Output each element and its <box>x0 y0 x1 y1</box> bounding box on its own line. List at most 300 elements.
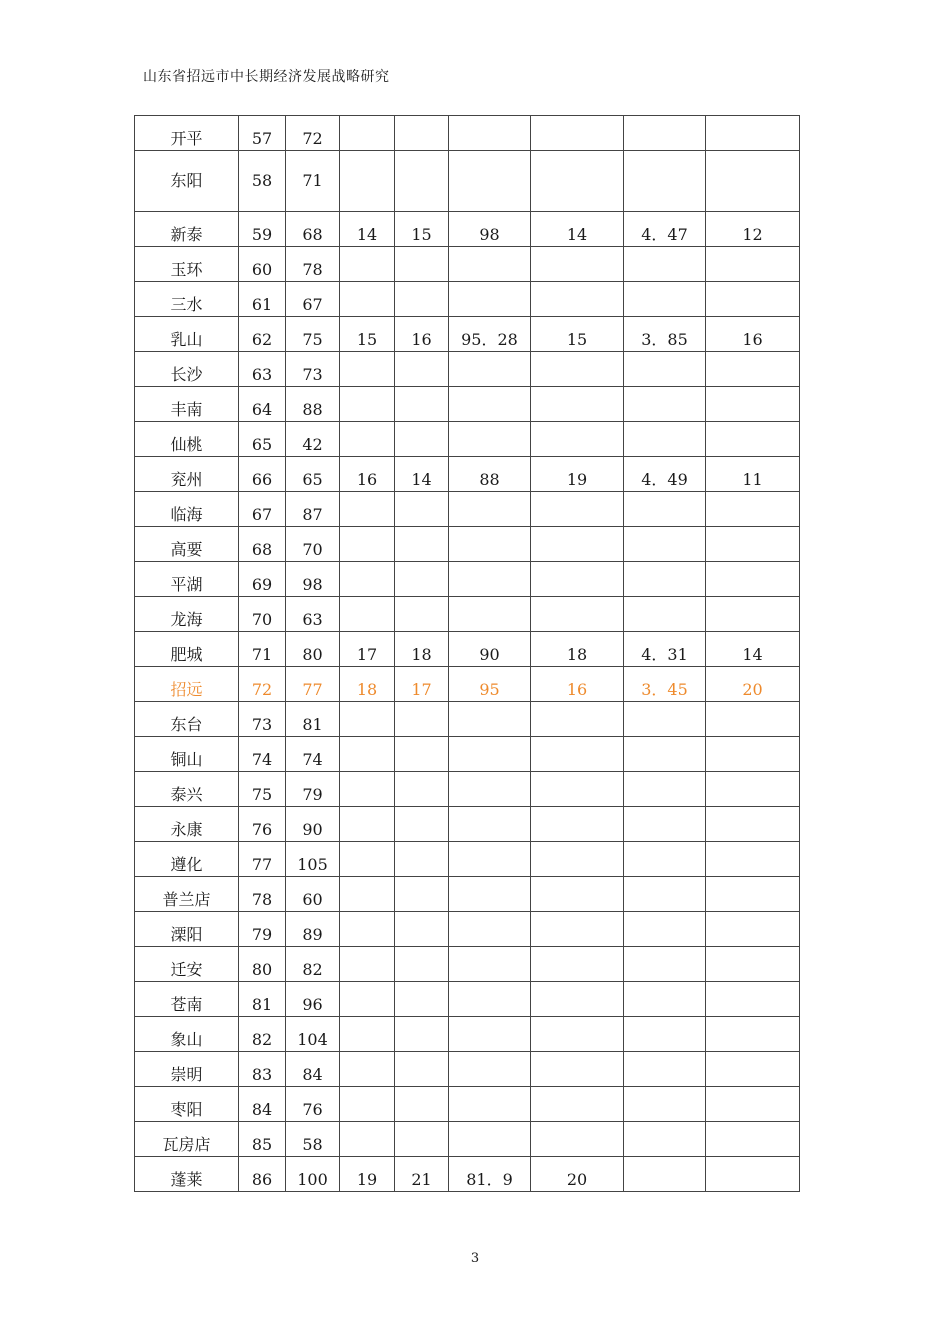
value-cell <box>449 947 531 982</box>
value-cell <box>531 387 624 422</box>
city-name-cell: 高要 <box>135 527 239 562</box>
value-cell: 17 <box>395 667 449 702</box>
value-cell: 20 <box>706 667 800 702</box>
city-name-cell: 溧阳 <box>135 912 239 947</box>
value-cell <box>706 982 800 1017</box>
value-cell <box>624 387 706 422</box>
value-cell: 20 <box>531 1157 624 1192</box>
table-row <box>135 597 800 632</box>
value-cell: 67 <box>286 282 340 317</box>
city-name-cell: 苍南 <box>135 982 239 1017</box>
value-cell <box>340 842 395 877</box>
rank-cell: 62 <box>239 317 286 352</box>
rank-cell: 63 <box>239 352 286 387</box>
value-cell <box>449 247 531 282</box>
city-ranking-table <box>134 115 800 1192</box>
table-row <box>135 1157 800 1192</box>
value-cell: 90 <box>449 632 531 667</box>
value-cell: 14 <box>340 212 395 247</box>
table-row <box>135 702 800 737</box>
value-cell: 19 <box>531 457 624 492</box>
value-cell <box>531 877 624 912</box>
value-cell <box>340 737 395 772</box>
value-cell <box>531 492 624 527</box>
city-name-cell: 瓦房店 <box>135 1122 239 1157</box>
rank-cell: 71 <box>239 632 286 667</box>
value-cell <box>340 527 395 562</box>
value-cell <box>449 116 531 151</box>
value-cell <box>531 982 624 1017</box>
value-cell <box>395 912 449 947</box>
value-cell: 95 <box>449 667 531 702</box>
value-cell <box>395 772 449 807</box>
value-cell <box>449 527 531 562</box>
value-cell <box>395 1052 449 1087</box>
value-cell: 98 <box>449 212 531 247</box>
value-cell <box>624 597 706 632</box>
value-cell <box>449 912 531 947</box>
value-cell: 90 <box>286 807 340 842</box>
value-cell <box>449 422 531 457</box>
value-cell: 74 <box>286 737 340 772</box>
value-cell <box>706 1017 800 1052</box>
value-cell: 18 <box>340 667 395 702</box>
value-cell <box>624 1017 706 1052</box>
value-cell <box>706 527 800 562</box>
value-cell <box>706 1052 800 1087</box>
table-row <box>135 1122 800 1157</box>
value-cell <box>395 737 449 772</box>
value-cell <box>449 807 531 842</box>
value-cell: 11 <box>706 457 800 492</box>
value-cell <box>706 737 800 772</box>
value-cell <box>531 842 624 877</box>
city-name-cell: 遵化 <box>135 842 239 877</box>
value-cell <box>395 116 449 151</box>
page-header-title: 山东省招远市中长期经济发展战略研究 <box>143 69 390 85</box>
value-cell <box>624 1122 706 1157</box>
value-cell <box>531 247 624 282</box>
value-cell <box>706 282 800 317</box>
city-name-cell: 象山 <box>135 1017 239 1052</box>
table-row <box>135 352 800 387</box>
value-cell: 98 <box>286 562 340 597</box>
value-cell: 58 <box>286 1122 340 1157</box>
value-cell: 87 <box>286 492 340 527</box>
value-cell: 77 <box>286 667 340 702</box>
value-cell: 88 <box>286 387 340 422</box>
city-name-cell: 临海 <box>135 492 239 527</box>
value-cell <box>449 1017 531 1052</box>
value-cell: 21 <box>395 1157 449 1192</box>
value-cell: 76 <box>286 1087 340 1122</box>
rank-cell: 57 <box>239 116 286 151</box>
value-cell <box>340 877 395 912</box>
rank-cell: 86 <box>239 1157 286 1192</box>
value-cell <box>395 492 449 527</box>
value-cell <box>531 807 624 842</box>
table-row <box>135 387 800 422</box>
value-cell: 105 <box>286 842 340 877</box>
value-cell <box>449 1122 531 1157</box>
value-cell <box>531 562 624 597</box>
rank-cell: 66 <box>239 457 286 492</box>
value-cell <box>531 1052 624 1087</box>
rank-cell: 78 <box>239 877 286 912</box>
table-row <box>135 842 800 877</box>
value-cell <box>706 422 800 457</box>
value-cell <box>340 247 395 282</box>
city-name-cell: 三水 <box>135 282 239 317</box>
value-cell <box>531 702 624 737</box>
value-cell <box>706 247 800 282</box>
value-cell <box>340 1087 395 1122</box>
table-row <box>135 912 800 947</box>
value-cell: 19 <box>340 1157 395 1192</box>
rank-cell: 69 <box>239 562 286 597</box>
value-cell: 63 <box>286 597 340 632</box>
value-cell <box>624 1052 706 1087</box>
table-row <box>135 772 800 807</box>
value-cell <box>624 282 706 317</box>
value-cell: 96 <box>286 982 340 1017</box>
value-cell <box>449 877 531 912</box>
value-cell <box>449 702 531 737</box>
value-cell <box>395 1017 449 1052</box>
value-cell <box>449 1087 531 1122</box>
value-cell: 80 <box>286 632 340 667</box>
value-cell: 15 <box>340 317 395 352</box>
rank-cell: 72 <box>239 667 286 702</box>
table-row-highlighted <box>135 667 800 702</box>
value-cell <box>706 492 800 527</box>
rank-cell: 64 <box>239 387 286 422</box>
value-cell <box>706 1087 800 1122</box>
value-cell <box>449 982 531 1017</box>
table-row <box>135 1052 800 1087</box>
value-cell <box>624 807 706 842</box>
city-name-cell: 招远 <box>135 667 239 702</box>
value-cell <box>706 807 800 842</box>
rank-cell: 81 <box>239 982 286 1017</box>
value-cell <box>531 772 624 807</box>
value-cell <box>395 1087 449 1122</box>
value-cell <box>340 807 395 842</box>
city-name-cell: 迁安 <box>135 947 239 982</box>
value-cell <box>340 597 395 632</box>
city-name-cell: 乳山 <box>135 317 239 352</box>
value-cell <box>395 387 449 422</box>
value-cell <box>706 947 800 982</box>
page-number: 3 <box>470 1251 480 1266</box>
value-cell <box>340 562 395 597</box>
value-cell <box>706 1122 800 1157</box>
value-cell <box>340 282 395 317</box>
city-name-cell: 丰南 <box>135 387 239 422</box>
rank-cell: 83 <box>239 1052 286 1087</box>
value-cell: 71 <box>286 151 340 212</box>
value-cell: 89 <box>286 912 340 947</box>
value-cell <box>624 912 706 947</box>
table-row <box>135 317 800 352</box>
value-cell: 104 <box>286 1017 340 1052</box>
value-cell <box>531 737 624 772</box>
value-cell <box>706 912 800 947</box>
value-cell <box>624 702 706 737</box>
value-cell <box>624 842 706 877</box>
table-row <box>135 151 800 212</box>
value-cell: 81．9 <box>449 1157 531 1192</box>
value-cell <box>706 1157 800 1192</box>
value-cell <box>531 1087 624 1122</box>
value-cell <box>624 352 706 387</box>
value-cell <box>395 282 449 317</box>
rank-cell: 58 <box>239 151 286 212</box>
value-cell <box>531 282 624 317</box>
value-cell <box>449 842 531 877</box>
value-cell <box>395 1122 449 1157</box>
table-row <box>135 247 800 282</box>
rank-cell: 65 <box>239 422 286 457</box>
city-name-cell: 开平 <box>135 116 239 151</box>
city-name-cell: 新泰 <box>135 212 239 247</box>
value-cell <box>449 352 531 387</box>
table-row <box>135 282 800 317</box>
value-cell: 60 <box>286 877 340 912</box>
table-row <box>135 116 800 151</box>
value-cell: 88 <box>449 457 531 492</box>
rank-cell: 84 <box>239 1087 286 1122</box>
city-name-cell: 铜山 <box>135 737 239 772</box>
rank-cell: 67 <box>239 492 286 527</box>
value-cell: 4．49 <box>624 457 706 492</box>
city-name-cell: 东阳 <box>135 151 239 212</box>
value-cell <box>395 597 449 632</box>
value-cell <box>340 352 395 387</box>
value-cell: 17 <box>340 632 395 667</box>
value-cell <box>624 947 706 982</box>
value-cell: 84 <box>286 1052 340 1087</box>
rank-cell: 68 <box>239 527 286 562</box>
value-cell <box>706 562 800 597</box>
value-cell: 12 <box>706 212 800 247</box>
value-cell: 79 <box>286 772 340 807</box>
value-cell <box>706 877 800 912</box>
table-row <box>135 492 800 527</box>
value-cell <box>395 151 449 212</box>
value-cell <box>340 982 395 1017</box>
city-name-cell: 仙桃 <box>135 422 239 457</box>
table-row <box>135 877 800 912</box>
rank-cell: 77 <box>239 842 286 877</box>
city-name-cell: 泰兴 <box>135 772 239 807</box>
value-cell: 78 <box>286 247 340 282</box>
value-cell <box>706 116 800 151</box>
value-cell: 18 <box>395 632 449 667</box>
value-cell: 14 <box>706 632 800 667</box>
table-body <box>135 116 800 1192</box>
value-cell <box>706 597 800 632</box>
value-cell <box>449 492 531 527</box>
city-name-cell: 玉环 <box>135 247 239 282</box>
city-name-cell: 龙海 <box>135 597 239 632</box>
value-cell <box>531 352 624 387</box>
value-cell <box>624 116 706 151</box>
value-cell <box>449 387 531 422</box>
value-cell: 75 <box>286 317 340 352</box>
value-cell: 68 <box>286 212 340 247</box>
value-cell <box>624 247 706 282</box>
value-cell: 72 <box>286 116 340 151</box>
value-cell <box>395 982 449 1017</box>
rank-cell: 76 <box>239 807 286 842</box>
value-cell: 4．31 <box>624 632 706 667</box>
value-cell <box>340 772 395 807</box>
value-cell <box>395 352 449 387</box>
value-cell: 42 <box>286 422 340 457</box>
city-name-cell: 崇明 <box>135 1052 239 1087</box>
rank-cell: 61 <box>239 282 286 317</box>
value-cell <box>449 562 531 597</box>
value-cell <box>624 877 706 912</box>
value-cell <box>340 387 395 422</box>
value-cell <box>340 1052 395 1087</box>
value-cell <box>395 422 449 457</box>
value-cell <box>449 597 531 632</box>
rank-cell: 79 <box>239 912 286 947</box>
value-cell <box>340 151 395 212</box>
value-cell <box>531 1122 624 1157</box>
table-row <box>135 947 800 982</box>
value-cell <box>340 947 395 982</box>
value-cell <box>340 1122 395 1157</box>
value-cell <box>624 737 706 772</box>
value-cell <box>395 702 449 737</box>
value-cell <box>531 116 624 151</box>
table-row <box>135 982 800 1017</box>
value-cell <box>340 422 395 457</box>
city-name-cell: 平湖 <box>135 562 239 597</box>
table-row <box>135 1017 800 1052</box>
value-cell <box>531 597 624 632</box>
city-name-cell: 兖州 <box>135 457 239 492</box>
value-cell <box>395 527 449 562</box>
value-cell <box>624 1087 706 1122</box>
rank-cell: 75 <box>239 772 286 807</box>
city-name-cell: 东台 <box>135 702 239 737</box>
value-cell <box>624 562 706 597</box>
value-cell <box>340 1017 395 1052</box>
table-row <box>135 457 800 492</box>
value-cell <box>340 492 395 527</box>
value-cell <box>706 387 800 422</box>
value-cell <box>706 352 800 387</box>
city-name-cell: 蓬莱 <box>135 1157 239 1192</box>
value-cell <box>624 422 706 457</box>
value-cell: 95．28 <box>449 317 531 352</box>
city-name-cell: 枣阳 <box>135 1087 239 1122</box>
value-cell: 15 <box>395 212 449 247</box>
table-row <box>135 212 800 247</box>
value-cell: 3．85 <box>624 317 706 352</box>
value-cell <box>531 422 624 457</box>
value-cell: 14 <box>395 457 449 492</box>
value-cell <box>706 842 800 877</box>
rank-cell: 59 <box>239 212 286 247</box>
value-cell <box>395 247 449 282</box>
value-cell <box>340 116 395 151</box>
value-cell <box>395 947 449 982</box>
rank-cell: 85 <box>239 1122 286 1157</box>
value-cell: 16 <box>706 317 800 352</box>
value-cell <box>624 772 706 807</box>
value-cell <box>449 772 531 807</box>
table-row <box>135 527 800 562</box>
value-cell <box>706 702 800 737</box>
rank-cell: 74 <box>239 737 286 772</box>
value-cell: 15 <box>531 317 624 352</box>
rank-cell: 60 <box>239 247 286 282</box>
value-cell: 81 <box>286 702 340 737</box>
value-cell <box>531 947 624 982</box>
value-cell <box>449 282 531 317</box>
table-row <box>135 422 800 457</box>
value-cell: 3．45 <box>624 667 706 702</box>
value-cell <box>706 772 800 807</box>
rank-cell: 82 <box>239 1017 286 1052</box>
value-cell: 14 <box>531 212 624 247</box>
value-cell: 100 <box>286 1157 340 1192</box>
value-cell <box>340 912 395 947</box>
value-cell <box>449 1052 531 1087</box>
value-cell <box>624 492 706 527</box>
table-row <box>135 807 800 842</box>
value-cell <box>531 912 624 947</box>
value-cell: 70 <box>286 527 340 562</box>
value-cell: 18 <box>531 632 624 667</box>
table-row <box>135 562 800 597</box>
city-name-cell: 长沙 <box>135 352 239 387</box>
value-cell <box>624 151 706 212</box>
value-cell: 4．47 <box>624 212 706 247</box>
value-cell <box>395 877 449 912</box>
table-row <box>135 737 800 772</box>
value-cell <box>449 737 531 772</box>
value-cell: 16 <box>395 317 449 352</box>
value-cell <box>531 151 624 212</box>
value-cell <box>395 562 449 597</box>
value-cell <box>395 807 449 842</box>
rank-cell: 70 <box>239 597 286 632</box>
table-row <box>135 632 800 667</box>
table-row <box>135 1087 800 1122</box>
value-cell <box>706 151 800 212</box>
value-cell <box>340 702 395 737</box>
value-cell: 16 <box>531 667 624 702</box>
city-name-cell: 普兰店 <box>135 877 239 912</box>
value-cell: 16 <box>340 457 395 492</box>
value-cell <box>531 1017 624 1052</box>
rank-cell: 73 <box>239 702 286 737</box>
value-cell: 73 <box>286 352 340 387</box>
value-cell <box>624 1157 706 1192</box>
value-cell <box>624 982 706 1017</box>
value-cell: 65 <box>286 457 340 492</box>
city-name-cell: 肥城 <box>135 632 239 667</box>
value-cell: 82 <box>286 947 340 982</box>
city-name-cell: 永康 <box>135 807 239 842</box>
value-cell <box>531 527 624 562</box>
